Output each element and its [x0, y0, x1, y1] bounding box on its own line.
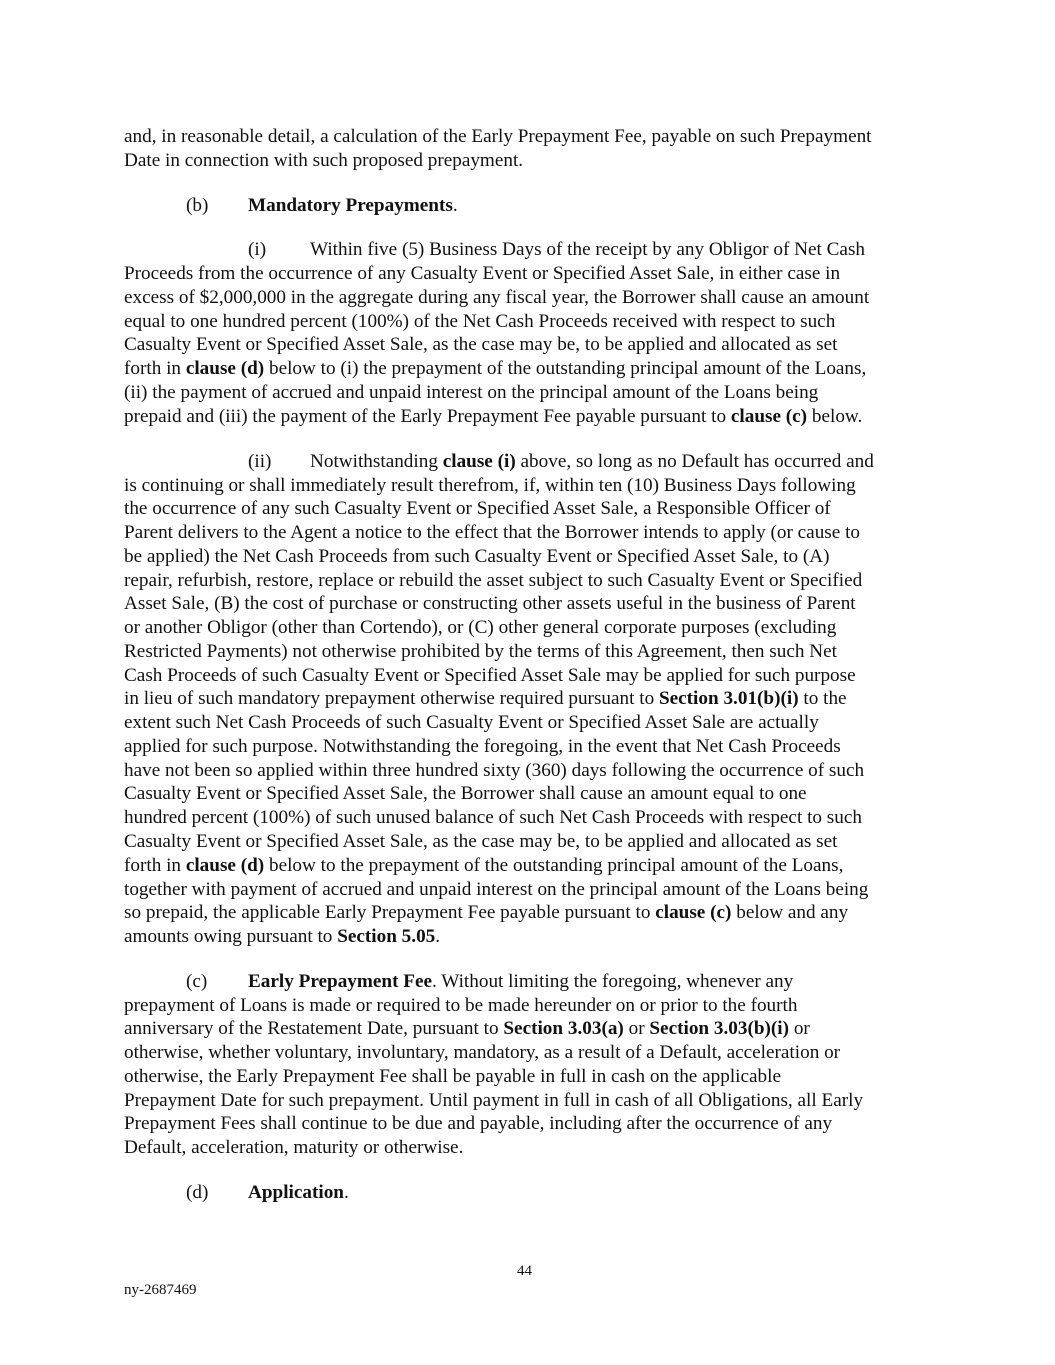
text-line: Proceeds from the occurrence of any Casualty Event or Specified Asset Sale, in either case in [124, 263, 841, 284]
text-line: be applied) the Net Cash Proceeds from such Casualty Event or Specified Asset Sale, to (A) [124, 546, 830, 567]
text-line [124, 925, 440, 949]
text-line: Default, acceleration, maturity or otherwise. [124, 1137, 464, 1158]
text-run: Notwithstanding [310, 451, 443, 472]
text-line: Casualty Event or Specified Asset Sale, as the case may be, to be applied and allocated as set [124, 831, 838, 852]
text-line: repair, refurbish, restore, replace or rebuild the asset subject to such Casualty Event or Specified [124, 570, 863, 591]
text-line: otherwise, whether voluntary, involuntary, mandatory, as a result of a Default, acceleration or [124, 1042, 841, 1063]
text-run: in lieu of such mandatory prepayment otherwise required pursuant to [124, 688, 659, 709]
heading-punct: . [452, 195, 458, 216]
text-line [310, 450, 874, 474]
section-marker-c: (c) [186, 971, 208, 992]
text-run: below. [807, 406, 863, 427]
document-id: ny-2687469 [124, 1282, 197, 1298]
text-line: Parent delivers to the Agent a notice to the effect that the Borrower intends to apply (or cause to [124, 522, 861, 543]
cross-reference: clause (d) [185, 358, 265, 379]
text-run: . Without limiting the foregoing, whenever any [432, 971, 794, 992]
text-line: prepayment of Loans is made or required to be made hereunder on or prior to the fourth [124, 995, 798, 1016]
text-line: is continuing or shall immediately result therefrom, if, within ten (10) Business Days following [124, 475, 856, 496]
cross-reference: clause (i) [442, 451, 516, 472]
text-line: excess of $2,000,000 in the aggregate during any fiscal year, the Borrower shall cause an amount [124, 287, 870, 308]
page-number: 44 [517, 1263, 532, 1279]
clause-marker-ii: (ii) [248, 451, 272, 472]
text-run: prepaid and (iii) the payment of the Early Prepayment Fee payable pursuant to [124, 406, 731, 427]
text-line: Casualty Event or Specified Asset Sale, as the case may be, to be applied and allocated as set [124, 334, 838, 355]
text-run: below to (i) the prepayment of the outstanding principal amount of the Loans, [264, 358, 867, 379]
section-heading-d [248, 1181, 349, 1205]
text-line: the occurrence of any such Casualty Event or Specified Asset Sale, a Responsible Officer of [124, 498, 831, 519]
heading-punct: . [343, 1182, 349, 1203]
text-line: hundred percent (100%) of such unused balance of such Net Cash Proceeds with respect to such [124, 807, 862, 828]
text-line: Within five (5) Business Days of the receipt by any Obligor of Net Cash [310, 239, 866, 260]
text-line: together with payment of accrued and unpaid interest on the principal amount of the Loans being [124, 879, 869, 900]
cross-reference: clause (c) [655, 902, 732, 923]
text-run: . [435, 926, 441, 947]
cross-reference: Section 3.03(b)(i) [649, 1018, 790, 1039]
clause-marker-i: (i) [248, 239, 267, 260]
cross-reference: Section 3.03(a) [503, 1018, 624, 1039]
text-line: (ii) the payment of accrued and unpaid interest on the principal amount of the Loans being [124, 382, 819, 403]
text-line: Date in connection with such proposed prepayment. [124, 150, 524, 171]
text-run: anniversary of the Restatement Date, pursuant to [124, 1018, 504, 1039]
text-line [124, 854, 843, 878]
text-line [124, 405, 862, 429]
text-line [248, 970, 793, 994]
text-run: or [623, 1018, 650, 1039]
cross-reference: clause (c) [730, 406, 808, 427]
text-line: and, in reasonable detail, a calculation of the Early Prepayment Fee, payable on such Prepayment [124, 126, 872, 147]
heading-text: Application [248, 1182, 344, 1203]
text-line: Cash Proceeds of such Casualty Event or Specified Asset Sale may be applied for such purpose [124, 665, 856, 686]
text-line: applied for such purpose. Notwithstanding the foregoing, in the event that Net Cash Proceeds [124, 736, 841, 757]
text-run: to the [798, 688, 847, 709]
text-run: so prepaid, the applicable Early Prepayment Fee payable pursuant to [124, 902, 656, 923]
heading-text: Mandatory Prepayments [248, 195, 453, 216]
text-run: above, so long as no Default has occurred and [515, 451, 874, 472]
text-line: Prepayment Date for such prepayment. Until payment in full in cash of all Obligations, all Early [124, 1090, 864, 1111]
section-marker-d: (d) [186, 1182, 209, 1203]
text-run: amounts owing pursuant to [124, 926, 338, 947]
text-line: Prepayment Fees shall continue to be due and payable, including after the occurrence of any [124, 1113, 833, 1134]
cross-reference: Section 3.01(b)(i) [658, 688, 799, 709]
text-run: below to the prepayment of the outstanding principal amount of the Loans, [264, 855, 844, 876]
text-run: forth in [124, 855, 186, 876]
section-marker-b: (b) [186, 195, 209, 216]
text-line: extent such Net Cash Proceeds of such Casualty Event or Specified Asset Sale are actually [124, 712, 819, 733]
text-line [124, 687, 847, 711]
text-line: have not been so applied within three hundred sixty (360) days following the occurrence of such [124, 760, 865, 781]
text-run: below and any [731, 902, 849, 923]
text-run: or [789, 1018, 810, 1039]
cross-reference: Section 5.05 [337, 926, 436, 947]
heading-text: Early Prepayment Fee [248, 971, 433, 992]
section-heading-b [248, 194, 458, 218]
text-line: equal to one hundred percent (100%) of the Net Cash Proceeds received with respect to such [124, 311, 836, 332]
text-line [124, 901, 848, 925]
text-line [124, 1017, 810, 1041]
text-line: Casualty Event or Specified Asset Sale, the Borrower shall cause an amount equal to one [124, 783, 807, 804]
text-line: Asset Sale, (B) the cost of purchase or constructing other assets useful in the business of Parent [124, 593, 856, 614]
cross-reference: clause (d) [185, 855, 265, 876]
text-line [124, 357, 866, 381]
text-line: otherwise, the Early Prepayment Fee shall be payable in full in cash on the applicable [124, 1066, 781, 1087]
text-line: or another Obligor (other than Cortendo), or (C) other general corporate purposes (excluding [124, 617, 837, 638]
text-line: Restricted Payments) not otherwise prohibited by the terms of this Agreement, then such Net [124, 641, 837, 662]
text-run: forth in [124, 358, 186, 379]
